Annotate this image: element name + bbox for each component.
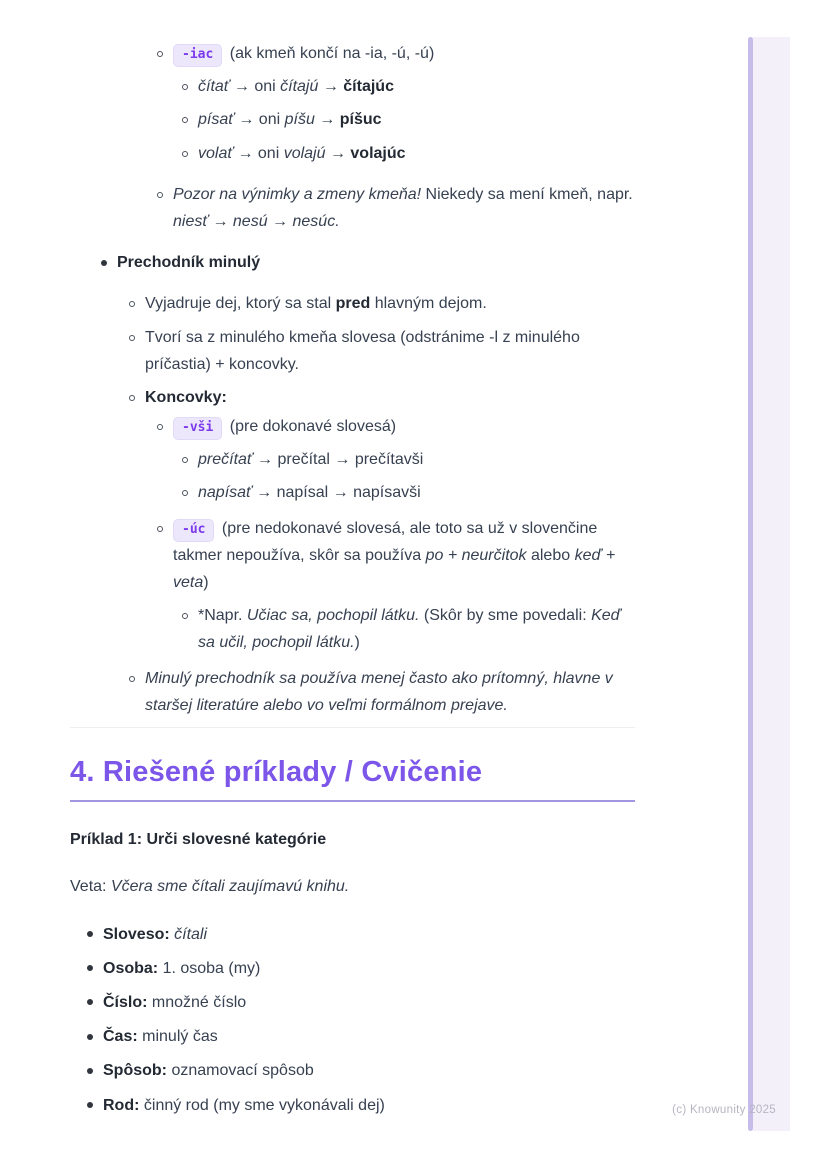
- list-item-suffix-iac: [154, 40, 635, 167]
- endings-label: Koncovky:: [145, 388, 227, 406]
- list-item-example: napísať → napísal → napísavši: [179, 479, 635, 506]
- list-item-usage: Vyjadruje dej, ktorý sa stal pred hlavným dejom.: [126, 290, 635, 317]
- endings-list: [154, 413, 635, 657]
- list-item-endings: [126, 384, 635, 657]
- verb-categories-list: [84, 921, 635, 1119]
- list-item-category: Rod: činný rod (my sme vykonávali dej): [84, 1092, 635, 1119]
- scrollbar-thumb[interactable]: [748, 37, 753, 1131]
- vsi-examples-list: [179, 446, 635, 506]
- list-item-example: volať → oni volajú → volajúc: [179, 140, 635, 167]
- list-item-category: Číslo: množné číslo: [84, 989, 635, 1016]
- list-item-category: Čas: minulý čas: [84, 1023, 635, 1050]
- list-item-example: prečítať → prečítal → prečítavši: [179, 446, 635, 473]
- present-transgressive-list: [154, 40, 635, 235]
- list-item-example: *Napr. Učiac sa, pochopil látku. (Skôr by sme povedali: Keď sa učil, pochopil látku.): [179, 602, 635, 656]
- suffix-badge: -iac: [173, 44, 222, 67]
- suffix-badge: -úc: [173, 519, 214, 542]
- list-item-example: písať → oni píšu → píšuc: [179, 106, 635, 133]
- list-item-category: Osoba: 1. osoba (my): [84, 955, 635, 982]
- suffix-uc-text: -úc (pre nedokonavé slovesá, ale toto sa už v slovenčine takmer nepoužíva, skôr sa používa po + neurčitok alebo keď + veta): [173, 519, 616, 591]
- section-heading: 4. Riešené príklady / Cvičenie: [70, 754, 635, 802]
- list-item-stem-warning: Pozor na výnimky a zmeny kmeňa! Niekedy sa mení kmeň, napr. niesť → nesú → nesúc.: [154, 181, 635, 235]
- past-details-list: [126, 290, 635, 719]
- list-item-suffix-uc: [154, 515, 635, 657]
- example1-title: Príklad 1: Urči slovesné kategórie: [70, 831, 327, 849]
- list-item-formation: Tvorí sa z minulého kmeňa slovesa (odstránime -l z minulého príčastia) + koncovky.: [126, 324, 635, 378]
- section-divider: [70, 727, 635, 728]
- example-sentence: Veta: Včera sme čítali zaujímavú knihu.: [70, 878, 350, 896]
- list-item-suffix-vsi: [154, 413, 635, 507]
- list-item-category: Sloveso: čítali: [84, 921, 635, 948]
- page-edge-panel: [753, 37, 790, 1131]
- suffix-badge: -vši: [173, 417, 222, 440]
- past-title-text: Prechodník minulý: [117, 254, 261, 272]
- iac-examples-list: [179, 73, 635, 167]
- suffix-iac-text: -iac (ak kmeň končí na -ia, -ú, -ú): [173, 45, 434, 62]
- list-item-example: čítať → oni čítajú → čítajúc: [179, 73, 635, 100]
- list-item-note: Minulý prechodník sa používa menej často ako prítomný, hlavne v staršej literatúre alebo vo veľmi formálnom prejave.: [126, 665, 635, 719]
- suffix-vsi-text: -vši (pre dokonavé slovesá): [173, 418, 396, 435]
- list-item-past-title: [98, 249, 635, 719]
- past-transgressive-list: [98, 249, 635, 719]
- uc-examples-list: [179, 602, 635, 656]
- list-item-category: Spôsob: oznamovací spôsob: [84, 1057, 635, 1084]
- copyright-watermark: (c) Knowunity 2025: [672, 1104, 776, 1116]
